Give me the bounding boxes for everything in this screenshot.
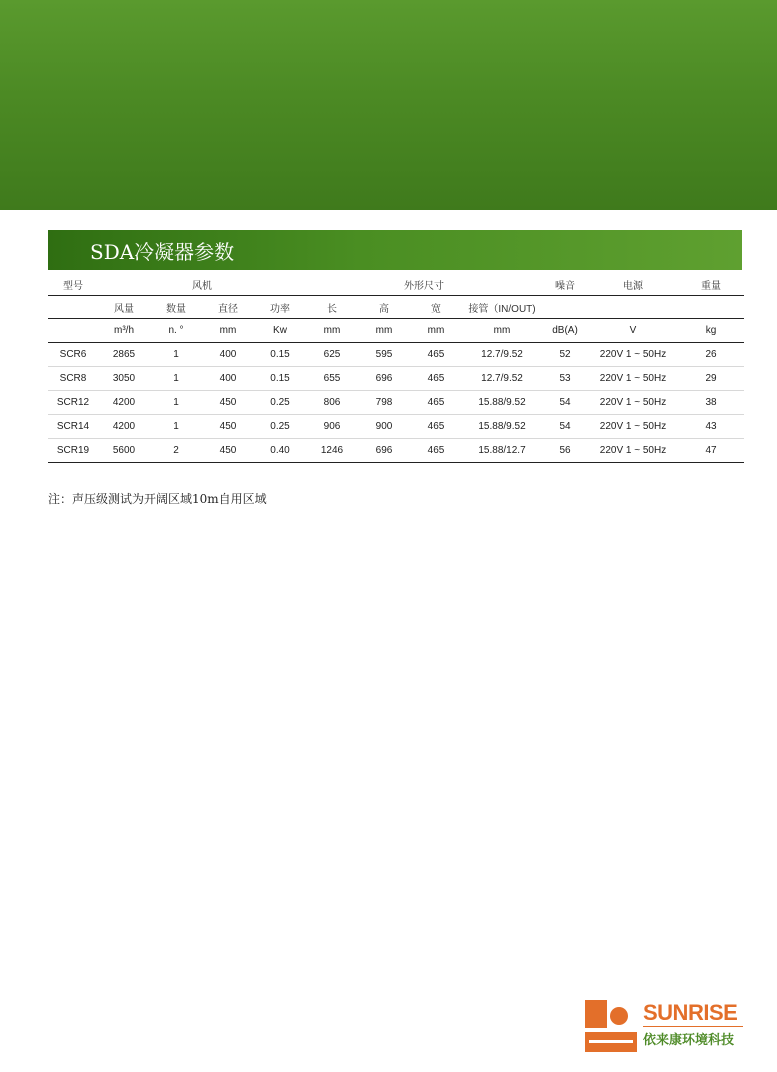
unit-cell-11: kg — [678, 319, 744, 343]
table-cell: 220V 1 ~ 50Hz — [588, 439, 678, 463]
table-cell: 220V 1 ~ 50Hz — [588, 343, 678, 367]
table-cell: 54 — [542, 415, 588, 439]
table-cell: 0.25 — [254, 391, 306, 415]
table-cell: 2 — [150, 439, 202, 463]
table-cell: 47 — [678, 439, 744, 463]
subheader-cell-3: 直径 — [202, 296, 254, 319]
table-cell: 0.15 — [254, 343, 306, 367]
subheader-cell-9 — [542, 296, 588, 319]
section-title-bar — [48, 230, 742, 270]
table-cell: 450 — [202, 391, 254, 415]
table-cell: 4200 — [98, 391, 150, 415]
table-cell: 400 — [202, 343, 254, 367]
table-cell: 0.40 — [254, 439, 306, 463]
table-row — [48, 343, 744, 367]
subheader-cell-2: 数量 — [150, 296, 202, 319]
table-cell: 450 — [202, 439, 254, 463]
unit-cell-9: dB(A) — [542, 319, 588, 343]
table-cell: 12.7/9.52 — [462, 343, 542, 367]
subheader-cell-11 — [678, 296, 744, 319]
header-fan: 风机 — [98, 273, 306, 296]
table-cell: 220V 1 ~ 50Hz — [588, 367, 678, 391]
table-cell: 1246 — [306, 439, 358, 463]
section-title: SDA冷凝器参数 — [90, 240, 235, 264]
table-cell: 5600 — [98, 439, 150, 463]
table-cell: 53 — [542, 367, 588, 391]
table-cell: SCR12 — [48, 391, 98, 415]
logo-chinese-name: 依来康环境科技 — [643, 1033, 735, 1048]
subheader-cell-8: 接管（IN/OUT) — [462, 296, 542, 319]
sunrise-logo-icon — [585, 1000, 637, 1052]
table-cell: 595 — [358, 343, 410, 367]
logo-brand-text: SUNRISE — [643, 1000, 738, 1025]
table-cell: 26 — [678, 343, 744, 367]
subheader-cell-7: 宽 — [410, 296, 462, 319]
unit-cell-3: mm — [202, 319, 254, 343]
header-row-groups — [48, 273, 744, 296]
table-row — [48, 439, 744, 463]
table-cell: SCR19 — [48, 439, 98, 463]
table-cell: 906 — [306, 415, 358, 439]
table-cell: 450 — [202, 415, 254, 439]
unit-cell-7: mm — [410, 319, 462, 343]
header-dimensions: 外形尺寸 — [306, 273, 542, 296]
subheader-cell-4: 功率 — [254, 296, 306, 319]
table-cell: 0.15 — [254, 367, 306, 391]
header-model: 型号 — [48, 273, 98, 296]
table-cell: 52 — [542, 343, 588, 367]
spec-table — [48, 273, 744, 463]
table-cell: 15.88/9.52 — [462, 415, 542, 439]
subheader-cell-6: 高 — [358, 296, 410, 319]
table-cell: 54 — [542, 391, 588, 415]
table-cell: 400 — [202, 367, 254, 391]
header-weight: 重量 — [678, 273, 744, 296]
table-cell: 220V 1 ~ 50Hz — [588, 391, 678, 415]
table-cell: SCR8 — [48, 367, 98, 391]
table-cell: 465 — [410, 439, 462, 463]
table-cell: 2865 — [98, 343, 150, 367]
table-cell: 1 — [150, 415, 202, 439]
table-body — [48, 343, 744, 463]
unit-cell-5: mm — [306, 319, 358, 343]
table-cell: 43 — [678, 415, 744, 439]
table-cell: 15.88/12.7 — [462, 439, 542, 463]
table-cell: 806 — [306, 391, 358, 415]
subheader-cell-10 — [588, 296, 678, 319]
unit-cell-2: n. ° — [150, 319, 202, 343]
footnote: 注：声压级测试为开阔区域10m自用区域 — [48, 492, 267, 506]
top-banner — [0, 0, 777, 210]
table-cell: 655 — [306, 367, 358, 391]
unit-cell-0 — [48, 319, 98, 343]
header-noise: 噪音 — [542, 273, 588, 296]
table-row — [48, 367, 744, 391]
table-cell: 56 — [542, 439, 588, 463]
table-cell: 220V 1 ~ 50Hz — [588, 415, 678, 439]
table-cell: 15.88/9.52 — [462, 391, 542, 415]
table-row — [48, 391, 744, 415]
table-row — [48, 415, 744, 439]
subheader-cell-5: 长 — [306, 296, 358, 319]
table-cell: 38 — [678, 391, 744, 415]
unit-cell-4: Kw — [254, 319, 306, 343]
unit-cell-8: mm — [462, 319, 542, 343]
sunrise-logo — [585, 1000, 745, 1052]
table-cell: 465 — [410, 367, 462, 391]
table-cell: 1 — [150, 343, 202, 367]
table-cell: 12.7/9.52 — [462, 367, 542, 391]
table-cell: 465 — [410, 391, 462, 415]
logo-divider — [643, 1026, 743, 1027]
unit-cell-10: V — [588, 319, 678, 343]
table-cell: SCR6 — [48, 343, 98, 367]
table-cell: 29 — [678, 367, 744, 391]
header-row-units — [48, 319, 744, 343]
table-cell: 798 — [358, 391, 410, 415]
subheader-cell-1: 风量 — [98, 296, 150, 319]
table-cell: 3050 — [98, 367, 150, 391]
header-row-subcolumns — [48, 296, 744, 319]
table-cell: 465 — [410, 343, 462, 367]
table-cell: 4200 — [98, 415, 150, 439]
table-cell: 0.25 — [254, 415, 306, 439]
table-cell: 900 — [358, 415, 410, 439]
unit-cell-1: m³/h — [98, 319, 150, 343]
unit-cell-6: mm — [358, 319, 410, 343]
table-cell: 465 — [410, 415, 462, 439]
table-cell: 1 — [150, 367, 202, 391]
table-cell: SCR14 — [48, 415, 98, 439]
table-cell: 696 — [358, 367, 410, 391]
table-cell: 1 — [150, 391, 202, 415]
table-cell: 625 — [306, 343, 358, 367]
header-power-supply: 电源 — [588, 273, 678, 296]
table-cell: 696 — [358, 439, 410, 463]
subheader-cell-0 — [48, 296, 98, 319]
